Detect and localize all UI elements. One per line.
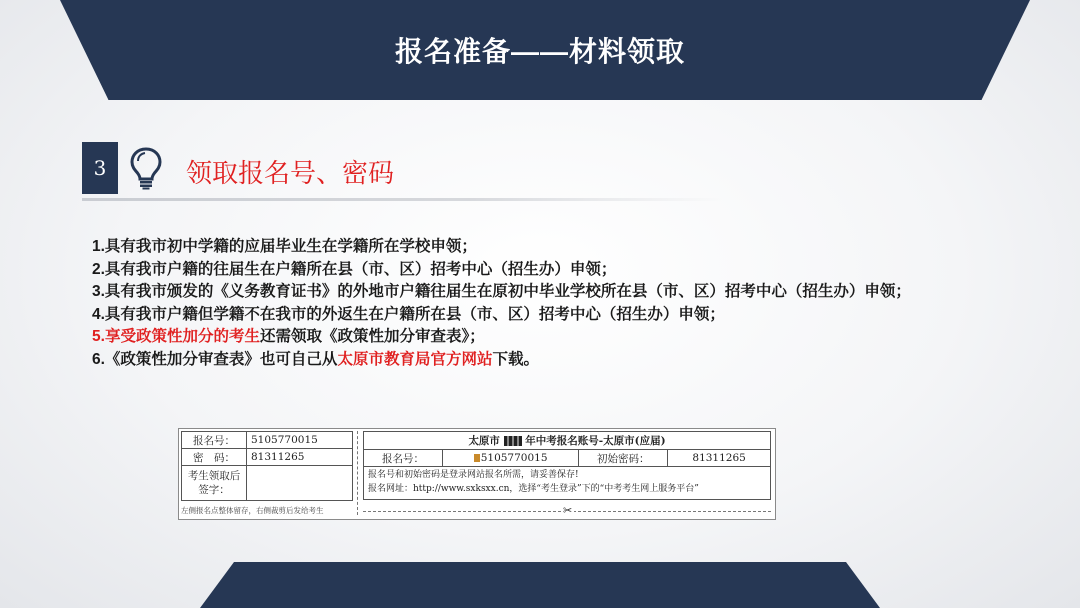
note-line: 报名网址：http://www.sxksxx.cn，选择“考生登录”下的“中考考生网上服务平台” bbox=[368, 484, 699, 494]
slide-title: 报名准备——材料领取 bbox=[394, 36, 685, 67]
cut-line bbox=[357, 431, 358, 515]
marker-icon bbox=[474, 454, 480, 462]
section-heading: 领取报名号、密码 bbox=[186, 158, 395, 188]
item-text: 6.《政策性加分审查表》也可自己从 bbox=[92, 350, 338, 368]
signature-field bbox=[247, 466, 353, 501]
scissors-icon: ✂ bbox=[563, 504, 573, 517]
censored-year-icon bbox=[504, 436, 522, 446]
instruction-list bbox=[92, 236, 1012, 371]
reg-number-label: 报名号： bbox=[182, 432, 247, 449]
reg-number-label: 报名号： bbox=[364, 450, 443, 467]
section-underline bbox=[82, 198, 722, 201]
signature-label: 考生领取后签字： bbox=[182, 466, 247, 501]
item-prefix: 5. bbox=[92, 328, 105, 345]
registration-slip-sample bbox=[178, 428, 776, 520]
list-item: 2.具有我市户籍的往届生在户籍所在县（市、区）招考中心（招生办）申领； bbox=[92, 260, 617, 278]
reg-number-value: 5105770015 bbox=[443, 450, 579, 467]
highlight-text: 太原市教育局官方网站 bbox=[337, 350, 493, 368]
stub-footer-note: 左侧报名点整体留存，右侧裁剪后发给考生 bbox=[181, 506, 324, 515]
list-item: 1.具有我市初中学籍的应届毕业生在学籍所在学校申领； bbox=[92, 238, 477, 255]
list-item: 3.具有我市颁发的《义务教育证书》的外地市户籍往届生在原初中毕业学校所在县（市、区）招考中心（招生办）申领； bbox=[92, 283, 911, 300]
reg-number-value: 5105770015 bbox=[247, 432, 353, 449]
item-text: 下载。 bbox=[492, 350, 539, 368]
highlight-text: 享受政策性加分的考生 bbox=[104, 328, 260, 345]
slip-notes bbox=[363, 467, 771, 500]
slip-stub bbox=[181, 431, 353, 502]
list-item bbox=[92, 326, 1012, 349]
cut-line bbox=[363, 504, 771, 517]
section-number: 3 bbox=[82, 142, 118, 194]
item-text: 还需领取《政策性加分审查表》； bbox=[259, 328, 485, 345]
bottom-band bbox=[200, 562, 880, 608]
slip-title: 太原市 年中考报名账号-太原市(应届) bbox=[364, 432, 771, 450]
initial-password-value: 81311265 bbox=[668, 450, 771, 467]
lightbulb-icon bbox=[128, 146, 164, 190]
slip-student-copy bbox=[363, 431, 771, 500]
note-line: 报名号和初始密码是登录网站报名所需，请妥善保存! bbox=[368, 470, 579, 480]
list-item bbox=[92, 349, 1012, 372]
password-value: 81311265 bbox=[247, 449, 353, 466]
initial-password-label: 初始密码： bbox=[579, 450, 668, 467]
password-label: 密 码： bbox=[182, 449, 247, 466]
list-item: 4.具有我市户籍但学籍不在我市的外返生在户籍所在县（市、区）招考中心（招生办）申领； bbox=[92, 305, 725, 323]
